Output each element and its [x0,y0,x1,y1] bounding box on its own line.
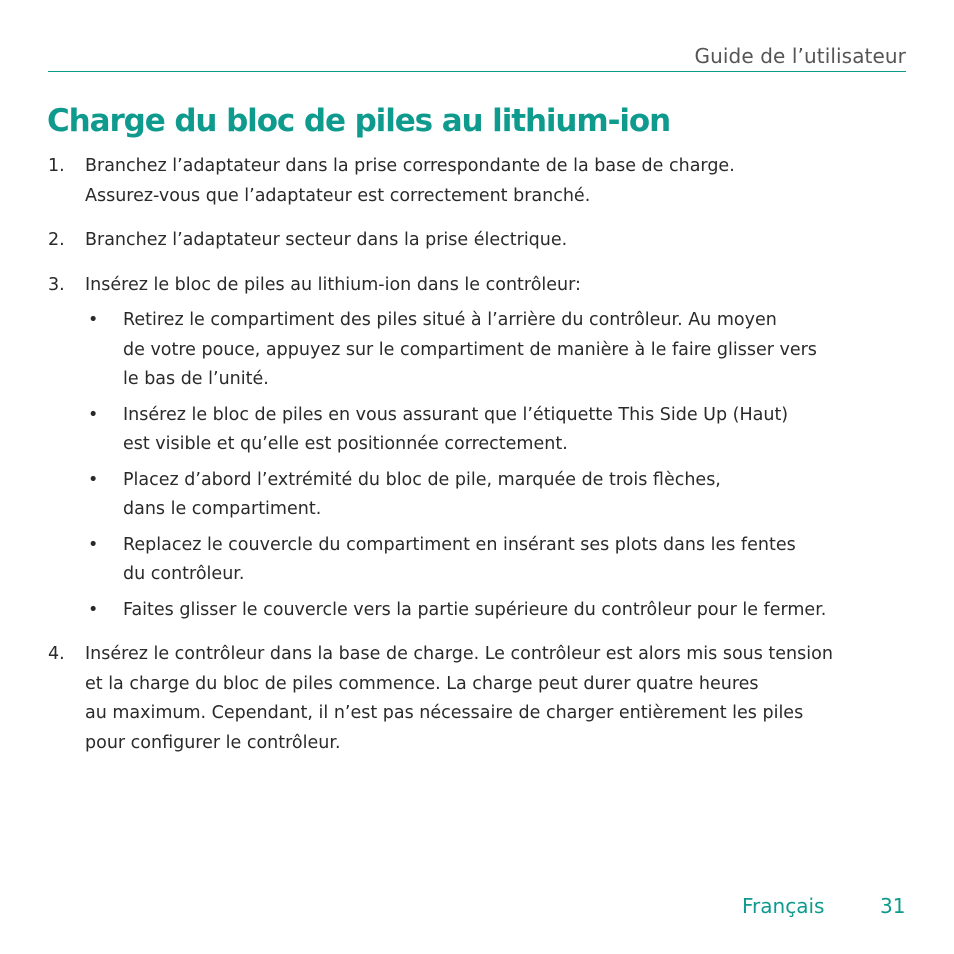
step-number: 1. [48,156,65,176]
bullet-icon: • [88,599,99,620]
page-number: 31 [880,894,906,918]
sub-step-text-line: est visible et qu’elle est positionnée correctement. [123,434,568,454]
running-header: Guide de l’utilisateur [694,44,906,68]
step-1 [48,152,908,211]
step-text-line: et la charge du bloc de piles commence. La charge peut durer quatre heures [85,673,759,694]
step-text-line: Insérez le contrôleur dans la base de charge. Le contrôleur est alors mis sous tension [85,644,833,664]
step-text-line: pour configurer le contrôleur. [85,732,341,753]
page-title: Charge du bloc de piles au lithium-ion [47,103,671,139]
sub-step [85,531,908,590]
bullet-icon: • [88,310,99,330]
step-4 [48,640,908,758]
sub-step-text-line: Retirez le compartiment des piles situé à l’arrière du contrôleur. Au moyen [123,310,777,330]
step-text-line: Assurez-vous que l’adaptateur est correctement branché. [85,185,591,206]
step-text-line: au maximum. Cependant, il n’est pas nécessaire de charger entièrement les piles [85,703,804,723]
step-text-line: Branchez l’adaptateur dans la prise correspondante de la base de charge. [85,156,735,176]
step-text-line: Branchez l’adaptateur secteur dans la prise électrique. [85,230,568,250]
sub-steps-list [85,306,908,625]
footer-language: Français [742,894,825,918]
sub-step [85,306,908,395]
instruction-steps [48,152,908,773]
sub-step-text-line: dans le compartiment. [123,499,322,519]
step-number: 4. [48,644,65,664]
step-3 [48,271,908,626]
step-2 [48,226,908,256]
sub-step-text-line: le bas de l’unité. [123,369,269,389]
sub-step [85,596,908,626]
sub-step [85,466,908,525]
sub-step-text-line: Insérez le bloc de piles en vous assurant que l’étiquette This Side Up (Haut) [123,404,789,425]
bullet-icon: • [88,469,99,490]
bullet-icon: • [88,404,99,425]
sub-step-text-line: du contrôleur. [123,564,245,584]
sub-step [85,401,908,460]
header-divider [48,71,906,72]
sub-step-text-line: Placez d’abord l’extrémité du bloc de pile, marquée de trois flèches, [123,469,721,490]
sub-step-text-line: Replacez le couvercle du compartiment en insérant ses plots dans les fentes [123,534,796,555]
step-number: 2. [48,230,65,250]
step-text-line: Insérez le bloc de piles au lithium-ion dans le contrôleur: [85,274,581,295]
bullet-icon: • [88,534,99,555]
sub-step-text-line: Faites glisser le couvercle vers la partie supérieure du contrôleur pour le fermer. [123,599,827,620]
step-number: 3. [48,274,65,295]
sub-step-text-line: de votre pouce, appuyez sur le compartiment de manière à le faire glisser vers [123,339,817,360]
